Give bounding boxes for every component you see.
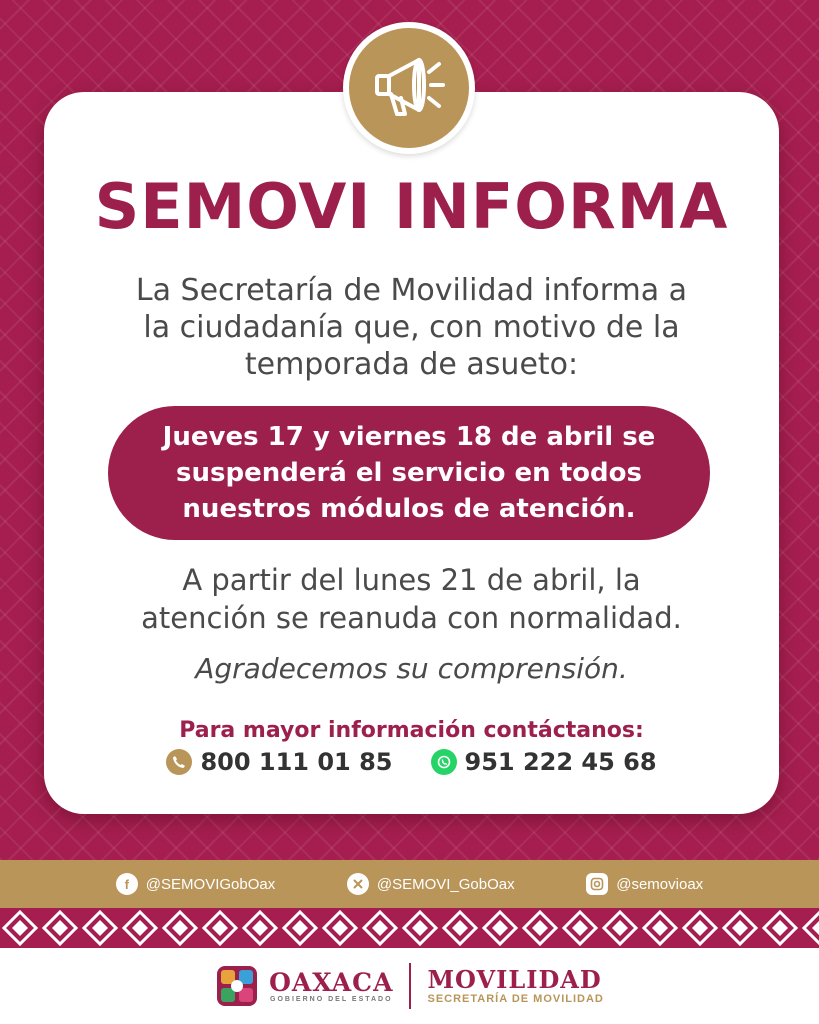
social-bar — [0, 860, 819, 908]
resume-line: A partir del lunes 21 de abril, la — [182, 563, 641, 597]
state-name: OAXACA — [269, 967, 394, 997]
x-icon — [347, 873, 369, 895]
movilidad-logo — [427, 967, 603, 1005]
oaxaca-emblem-icon — [215, 964, 259, 1008]
resume-line: atención se reanuda con normalidad. — [141, 601, 682, 635]
notice-line: Jueves 17 y viernes 18 de abril se — [162, 422, 656, 452]
whatsapp-icon — [431, 749, 457, 775]
intro-line: temporada de asueto: — [244, 347, 579, 382]
social-handle: @SEMOVI_GobOax — [376, 875, 515, 893]
phone-icon — [166, 749, 192, 775]
notice-line: suspenderá el servicio en todos — [176, 458, 642, 488]
megaphone-icon — [367, 46, 451, 130]
megaphone-badge — [343, 22, 475, 154]
geometric-pattern — [0, 908, 819, 948]
phone-contact[interactable] — [166, 748, 392, 776]
agency-subtitle: SECRETARÍA DE MOVILIDAD — [427, 993, 604, 1005]
instagram-icon — [586, 873, 608, 895]
social-x[interactable] — [347, 873, 515, 895]
intro-line: la ciudadanía que, con motivo de la — [143, 310, 680, 345]
social-handle: @SEMOVIGobOax — [145, 875, 276, 893]
intro-line: La Secretaría de Movilidad informa a — [135, 273, 688, 308]
page-title: SEMOVI INFORMA — [94, 170, 729, 243]
contact-phones — [44, 748, 779, 776]
oaxaca-logo — [215, 964, 393, 1008]
notice-line: nuestros módulos de atención. — [182, 494, 636, 524]
thanks-text: Agradecemos su comprensión. — [195, 652, 628, 685]
facebook-icon: f — [116, 873, 138, 895]
social-instagram[interactable] — [586, 873, 703, 895]
decorative-pattern-band — [0, 908, 819, 948]
whatsapp-contact[interactable] — [431, 748, 657, 776]
intro-text — [44, 272, 779, 383]
footer-logos — [0, 948, 819, 1024]
contact-title: Para mayor información contáctanos: — [179, 718, 644, 743]
state-subtitle: GOBIERNO DEL ESTADO — [270, 995, 393, 1003]
social-facebook[interactable] — [116, 873, 275, 895]
footer-divider — [409, 963, 411, 1009]
whatsapp-number: 951 222 45 68 — [464, 748, 657, 776]
resume-text — [44, 561, 779, 637]
social-handle: @semovioax — [616, 875, 704, 893]
agency-name: MOVILIDAD — [427, 965, 602, 994]
suspension-notice — [108, 406, 710, 540]
phone-number: 800 111 01 85 — [200, 748, 393, 776]
